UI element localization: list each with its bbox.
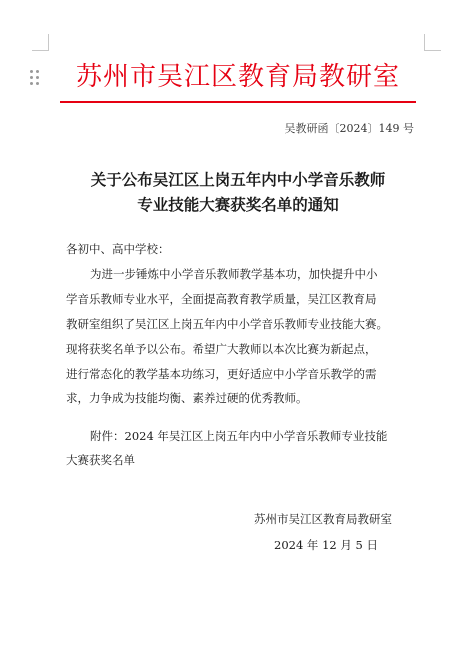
attachment-line: 附件：2024 年吴江区上岗五年内中小学音乐教师专业技能 [90, 429, 388, 443]
body-line: 现将获奖名单予以公布。希望广大教师以本次比赛为新起点， [66, 342, 377, 356]
page-corner-mark-left [32, 34, 49, 51]
body-line: 教研室组织了吴江区上岗五年内中小学音乐教师专业技能大赛。 [66, 317, 388, 331]
signature: 苏州市吴江区教育局教研室 [254, 512, 392, 526]
org-header: 苏州市吴江区教育局教研室 [75, 62, 400, 92]
salutation: 各初中、高中学校： [66, 242, 170, 256]
header-red-rule [60, 101, 416, 103]
page-corner-mark-right [424, 34, 441, 51]
attachment-line: 大赛获奖名单 [66, 453, 135, 467]
document-number: 吴教研函〔2024〕149 号 [284, 122, 414, 135]
notice-title-line-1: 关于公布吴江区上岗五年内中小学音乐教师 [90, 171, 386, 189]
body-line: 为进一步锤炼中小学音乐教师教学基本功，加快提升中小 [90, 267, 378, 281]
notice-title-line-2: 专业技能大赛获奖名单的通知 [137, 196, 339, 214]
body-line: 学音乐教师专业水平，全面提高教育教学质量，吴江区教育局 [66, 292, 377, 306]
body-line: 进行常态化的教学基本功练习，更好适应中小学音乐教学的需 [66, 367, 377, 381]
body-line: 求，力争成为技能均衡、素养过硬的优秀教师。 [66, 391, 308, 405]
issue-date: 2024 年 12 月 5 日 [274, 538, 378, 552]
